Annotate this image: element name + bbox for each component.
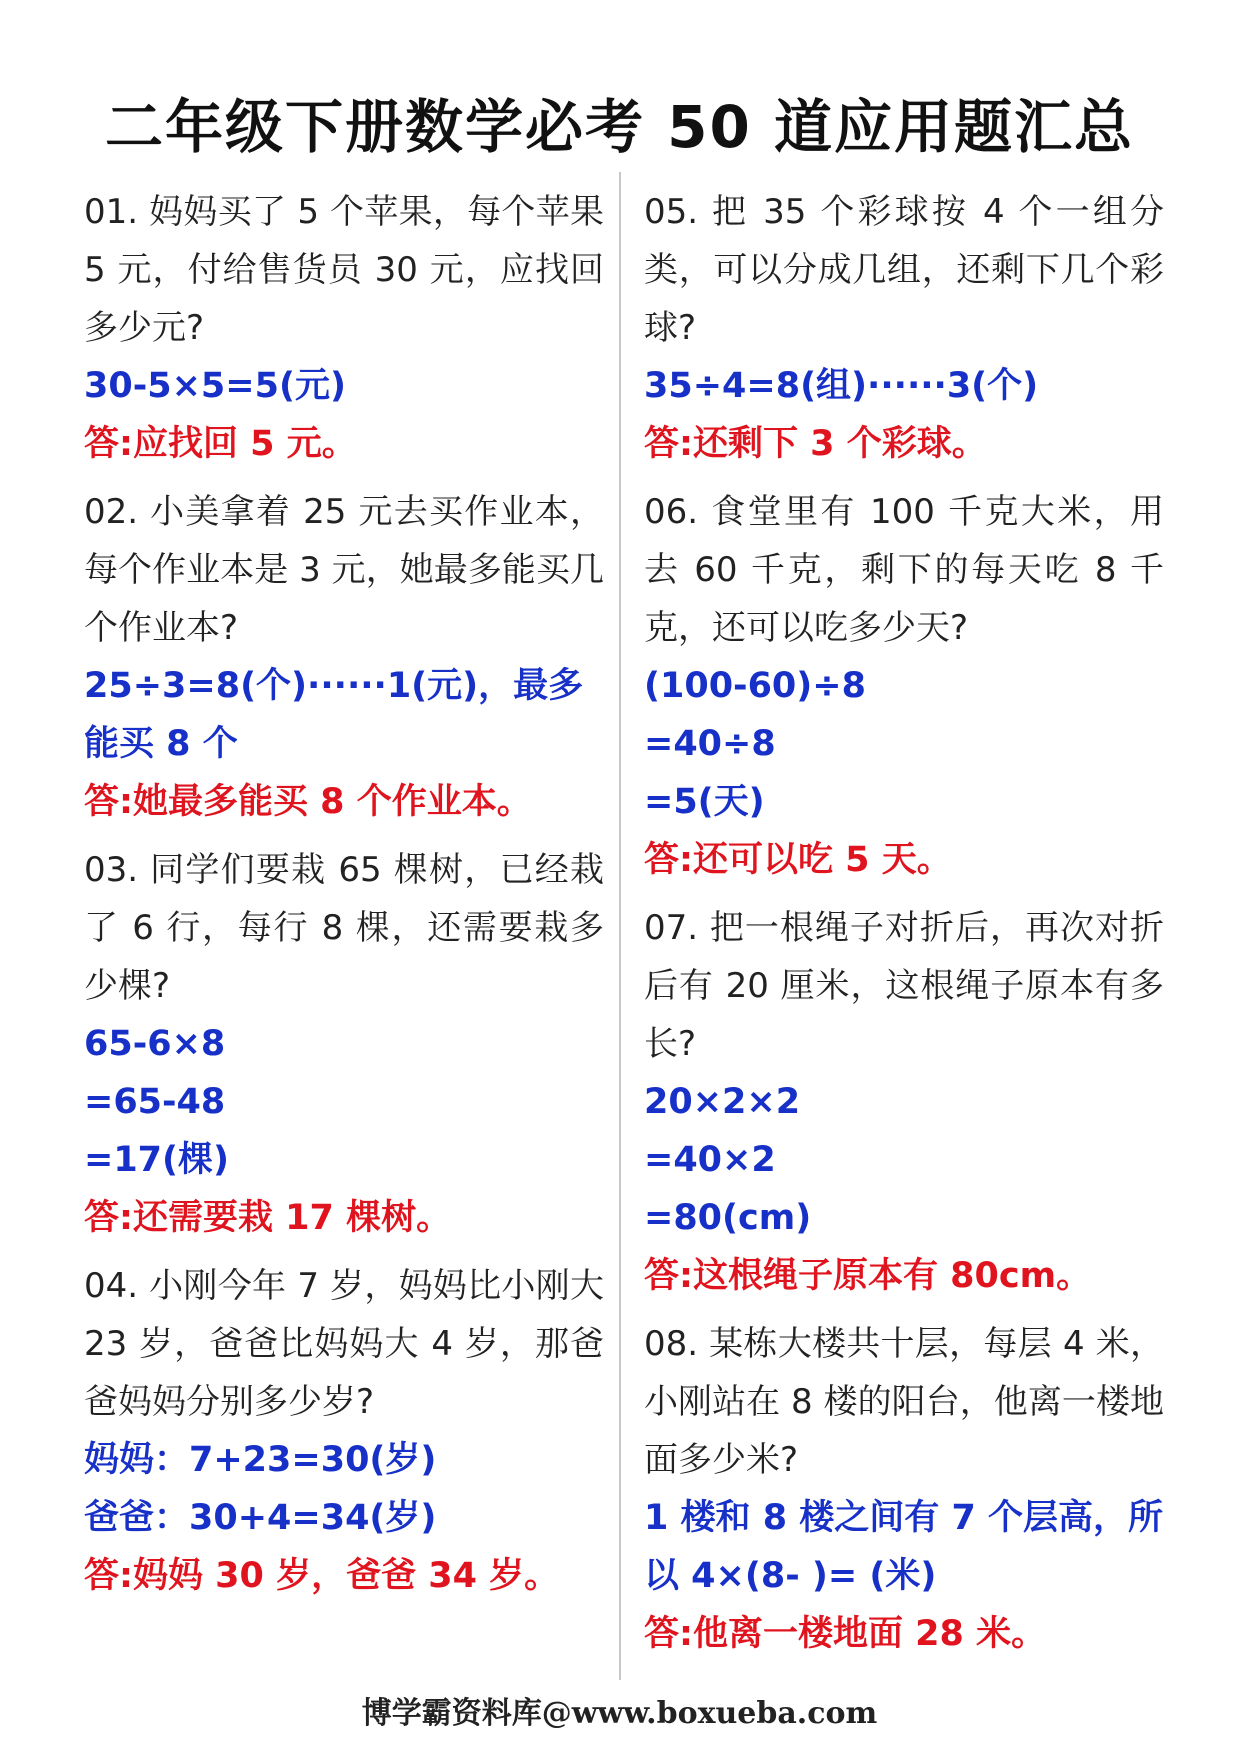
column-divider [619, 172, 621, 1680]
watermark-footer: 博学霸资料库@www.boxueba.com [361, 1696, 878, 1731]
problem-06 [644, 483, 1164, 889]
question-text: 04. 小刚今年 7 岁，妈妈比小刚大 23 岁，爸爸比妈妈大 4 岁，那爸爸妈妈分别多少岁? [84, 1266, 604, 1422]
solution-line: 爸爸：30+4=34(岁) [84, 1498, 437, 1538]
problem-03 [84, 841, 604, 1247]
solution-line: =65-48 [84, 1082, 226, 1122]
solution-line: =17(棵) [84, 1140, 230, 1180]
solution-line: 妈妈：7+23=30(岁) [84, 1440, 437, 1480]
answer-text: 答:还剩下 3 个彩球。 [644, 424, 987, 464]
answer-text: 答:应找回 5 元。 [84, 424, 357, 464]
problem-01 [84, 183, 604, 473]
question-text: 05. 把 35 个彩球按 4 个一组分类，可以分成几组，还剩下几个彩球? [644, 192, 1164, 348]
question-text: 02. 小美拿着 25 元去买作业本，每个作业本是 3 元，她最多能买几个作业本? [84, 492, 604, 648]
solution-line: 30-5×5=5(元) [84, 366, 346, 406]
answer-text: 答:还需要栽 17 棵树。 [84, 1198, 452, 1238]
question-text: 01. 妈妈买了 5 个苹果，每个苹果 5 元，付给售货员 30 元，应找回多少元? [84, 192, 604, 348]
solution-line: =80(cm) [644, 1198, 812, 1238]
question-text: 06. 食堂里有 100 千克大米，用去 60 千克，剩下的每天吃 8 千克，还可以吃多少天? [644, 492, 1164, 648]
solution-line: (100-60)÷8 [644, 666, 866, 706]
question-text: 03. 同学们要栽 65 棵树，已经栽了 6 行，每行 8 棵，还需要栽多少棵? [84, 850, 604, 1006]
answer-text: 答:他离一楼地面 28 米。 [644, 1614, 1047, 1654]
question-text: 08. 某栋大楼共十层，每层 4 米，小刚站在 8 楼的阳台，他离一楼地面多少米? [644, 1324, 1164, 1480]
question-text: 07. 把一根绳子对折后，再次对折后有 20 厘米，这根绳子原本有多长? [644, 908, 1164, 1064]
solution-line: 20×2×2 [644, 1082, 801, 1122]
problem-04 [84, 1257, 604, 1605]
solution-line: =40÷8 [644, 724, 776, 764]
answer-text: 答:还可以吃 5 天。 [644, 840, 952, 880]
answer-text: 答:她最多能买 8 个作业本。 [84, 782, 532, 822]
problem-05 [644, 183, 1164, 473]
problem-02 [84, 483, 604, 831]
answer-text: 答:这根绳子原本有 80cm。 [644, 1256, 1092, 1296]
right-column [644, 183, 1164, 1673]
solution-line: 65-6×8 [84, 1024, 226, 1064]
solution-line: =40×2 [644, 1140, 776, 1180]
solution-line: 1 楼和 8 楼之间有 7 个层高，所以 4×(8- )= (米) [644, 1498, 1163, 1596]
solution-line: 35÷4=8(组)······3(个) [644, 366, 1039, 406]
problem-07 [644, 899, 1164, 1305]
solution-line: 25÷3=8(个)······1(元)，最多能买 8 个 [84, 666, 584, 764]
problem-08 [644, 1315, 1164, 1663]
left-column [84, 183, 604, 1615]
solution-line: =5(天) [644, 782, 765, 822]
answer-text: 答:妈妈 30 岁，爸爸 34 岁。 [84, 1556, 560, 1596]
page-title: 二年级下册数学必考 50 道应用题汇总 [104, 93, 1135, 161]
